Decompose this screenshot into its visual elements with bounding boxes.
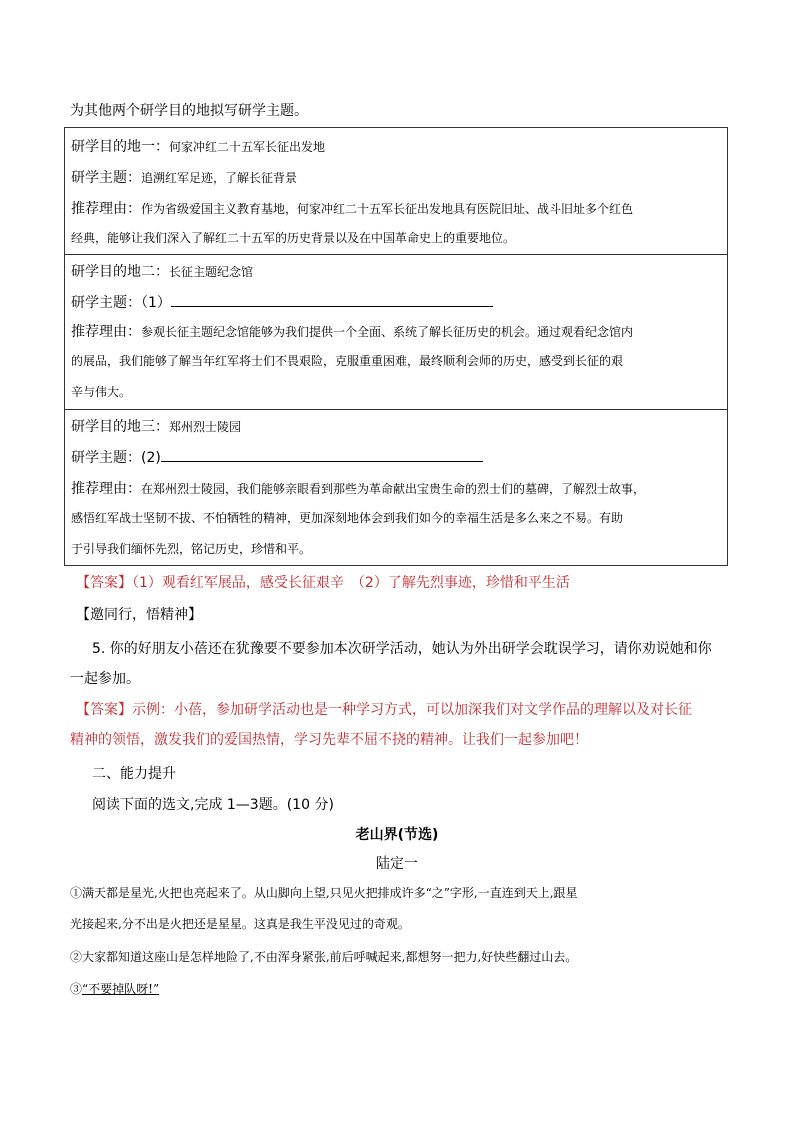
answer-blank-1[interactable] bbox=[171, 294, 493, 307]
reason-3-row1 bbox=[71, 478, 721, 498]
reason-text: 作为省级爱国主义教育基地，何家冲红二十五军长征出发地具有医院旧址、战斗旧址多个红色 bbox=[141, 202, 634, 216]
paragraph-1-line1: ①满天都是星光,火把也亮起来了。从山脚向上望,只见火把排成许多“之”字形,一直连到天上,跟星 bbox=[70, 886, 578, 900]
answer-text: （1）观看红军展品，感受长征艰辛 （2）了解先烈事迹，珍惜和平生活 bbox=[132, 575, 570, 591]
article-author: 陆定一 bbox=[376, 856, 418, 872]
study-destination-2-box bbox=[64, 255, 728, 410]
intro-text: 为其他两个研学目的地拟写研学主题。 bbox=[70, 103, 308, 119]
theme-value: 追溯红军足迹，了解长征背景 bbox=[141, 171, 298, 185]
reason-1-row1 bbox=[71, 198, 721, 218]
destination-2-row bbox=[71, 261, 721, 281]
reason-2-row3 bbox=[71, 383, 721, 400]
answer-tag: 【答案】 bbox=[76, 702, 132, 718]
destination-label: 研学目的地一： bbox=[71, 139, 169, 155]
reading-instruction: 阅读下面的选文,完成 1—3题。(10 分) bbox=[92, 797, 334, 813]
theme-label: 研学主题： bbox=[71, 450, 141, 466]
answer-2-line2: 精神的领悟，激发我们的爱国热情，学习先辈不屈不挠的精神。让我们一起参加吧！ bbox=[70, 732, 588, 748]
reason-label: 推荐理由： bbox=[71, 324, 141, 340]
reason-label: 推荐理由： bbox=[71, 201, 141, 217]
theme-label: 研学主题： bbox=[71, 170, 141, 186]
reason-2-row2 bbox=[71, 352, 721, 369]
reason-text: 的展品，我们能够了解当年红军将士们不畏艰险，克服重重困难，最终顺利会师的历史，感受到长征的艰 bbox=[71, 354, 624, 368]
answer-1 bbox=[76, 572, 570, 592]
reason-text: 辛与伟大。 bbox=[71, 385, 132, 399]
destination-1-row bbox=[71, 136, 721, 156]
destination-value: 何家冲红二十五军长征出发地 bbox=[169, 140, 326, 154]
answer-tag: 【答案】 bbox=[76, 575, 132, 591]
question-5-line1: 5. 你的好朋友小蓓还在犹豫要不要参加本次研学活动，她认为外出研学会耽误学习，请你劝说她和你 bbox=[92, 641, 712, 657]
theme-number: （1） bbox=[141, 295, 171, 311]
theme-number: (2) bbox=[141, 450, 161, 466]
destination-value: 郑州烈士陵园 bbox=[169, 420, 242, 434]
reason-2-row1 bbox=[71, 321, 721, 341]
reason-1-row2 bbox=[71, 229, 721, 246]
study-destination-3-box bbox=[64, 410, 728, 566]
destination-label: 研学目的地三： bbox=[71, 419, 169, 435]
destination-value: 长征主题纪念馆 bbox=[169, 265, 254, 279]
question-5-line2: 一起参加。 bbox=[70, 671, 140, 687]
paragraph-3 bbox=[70, 980, 159, 997]
destination-label: 研学目的地二： bbox=[71, 264, 169, 280]
reason-label: 推荐理由： bbox=[71, 481, 141, 497]
theme-3-row bbox=[71, 447, 721, 467]
underlined-quote: “不要掉队呀!” bbox=[82, 982, 160, 996]
paragraph-number: ③ bbox=[70, 982, 83, 996]
answer-blank-2[interactable] bbox=[161, 449, 483, 462]
destination-3-row bbox=[71, 416, 721, 436]
reason-text: 于引导我们缅怀先烈，铭记历史，珍惜和平。 bbox=[71, 542, 312, 556]
paragraph-1-line2: 光接起来,分不出是火把还是星星。这真是我生平没见过的奇观。 bbox=[70, 917, 410, 931]
reason-3-row3 bbox=[71, 540, 721, 557]
article-title: 老山界(节选) bbox=[355, 827, 439, 843]
answer-text: 示例：小蓓，参加研学活动也是一种学习方式，可以加深我们对文学作品的理解以及对长征 bbox=[132, 702, 692, 718]
study-destination-1-box bbox=[64, 127, 728, 255]
reason-text: 感悟红军战士坚韧不拔、不怕牺牲的精神，更加深刻地体会到我们如今的幸福生活是多么来之不易。有助 bbox=[71, 511, 624, 525]
reason-text: 经典，能够让我们深入了解红二十五军的历史背景以及在中国革命史上的重要地位。 bbox=[71, 231, 516, 245]
section-heading: 【邀同行，悟精神】 bbox=[76, 607, 202, 623]
theme-label: 研学主题： bbox=[71, 295, 141, 311]
reason-3-row2 bbox=[71, 509, 721, 526]
theme-1-row bbox=[71, 167, 721, 187]
reason-text: 在郑州烈士陵园，我们能够亲眼看到那些为革命献出宝贵生命的烈士们的墓碑，了解烈士故事， bbox=[141, 482, 646, 496]
theme-2-row bbox=[71, 292, 721, 312]
part-2-heading: 二、能力提升 bbox=[92, 766, 176, 782]
reason-text: 参观长征主题纪念馆能够为我们提供一个全面、系统了解长征历史的机会。通过观看纪念馆内 bbox=[141, 325, 634, 339]
paragraph-2: ②大家都知道这座山是怎样地险了,不由浑身紧张,前后呼喊起来,都想努一把力,好快些翻过山去。 bbox=[70, 950, 578, 964]
answer-2-line1 bbox=[76, 699, 692, 719]
